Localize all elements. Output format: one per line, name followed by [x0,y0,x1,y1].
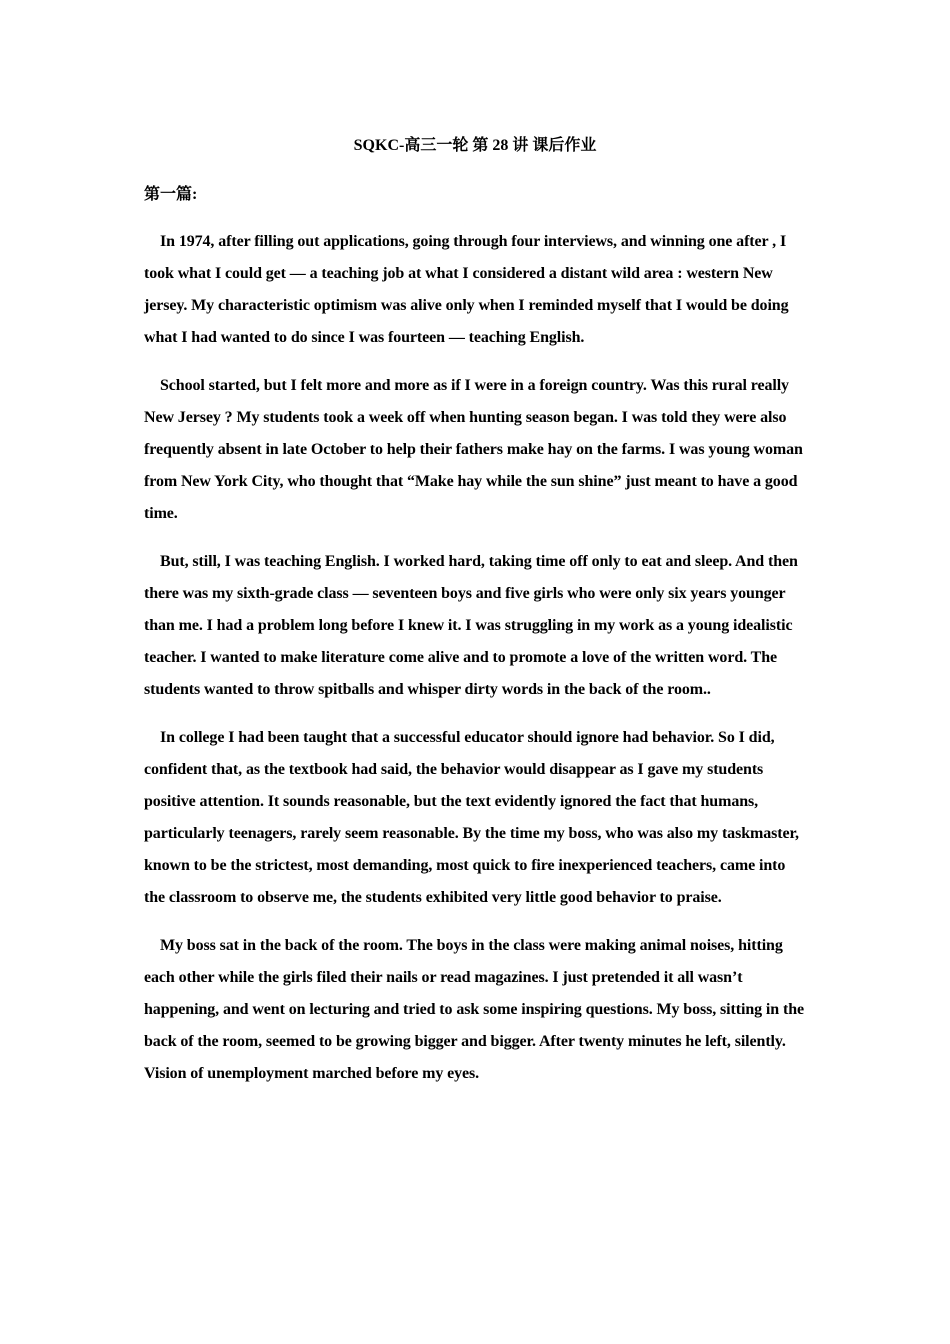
paragraph-5: My boss sat in the back of the room. The boys in the class were making animal noises, hitting each other while the girls filed their nails or read magazines. I just pretended it all wasn’t happening, and went on lecturing and tried to ask some inspiring questions. My boss, sitting in the back of the room, seemed to be growing bigger and bigger. After twenty minutes he left, silently. Vision of unemployment marched before my eyes. [144,937,804,1082]
paragraph-2: School started, but I felt more and more as if I were in a foreign country. Was this rural really New Jersey ? My students took a week off when hunting season began. I was told they were also frequently absent in late October to help their fathers make hay on the farms. I was young woman from New York City, who thought that “Make hay while the sun shine” just meant to have a good time. [144,377,803,522]
paragraph-3: But, still, I was teaching English. I worked hard, taking time off only to eat and sleep. And then there was my sixth-grade class — seventeen boys and five girls who were only six years younger than me. I had a problem long before I knew it. I was struggling in my work as a young idealistic teacher. I wanted to make literature come alive and to promote a love of the written word. The students wanted to throw spitballs and whisper dirty words in the back of the room.. [144,553,798,698]
document-title: SQKC-高三一轮 第 28 讲 课后作业 [353,137,597,154]
paragraph-4: In college I had been taught that a successful educator should ignore had behavior. So I did, confident that, as the textbook had said, the behavior would disappear as I gave my students positive attention. It sounds reasonable, but the text evidently ignored the fact that humans, particularly teenagers, rarely seem reasonable. By the time my boss, who was also my taskmaster, known to be the strictest, most demanding, most quick to fire inexperienced teachers, came into the classroom to observe me, the students exhibited very little good behavior to praise. [144,729,799,906]
passage-body [144,226,808,1106]
paragraph-1: In 1974, after filling out applications, going through four interviews, and winning one after , I took what I could get — a teaching job at what I considered a distant wild area : western New jersey. My characteristic optimism was alive only when I reminded myself that I would be doing what I had wanted to do since I was fourteen — teaching English. [144,233,789,346]
section-label: 第一篇: [144,186,198,203]
